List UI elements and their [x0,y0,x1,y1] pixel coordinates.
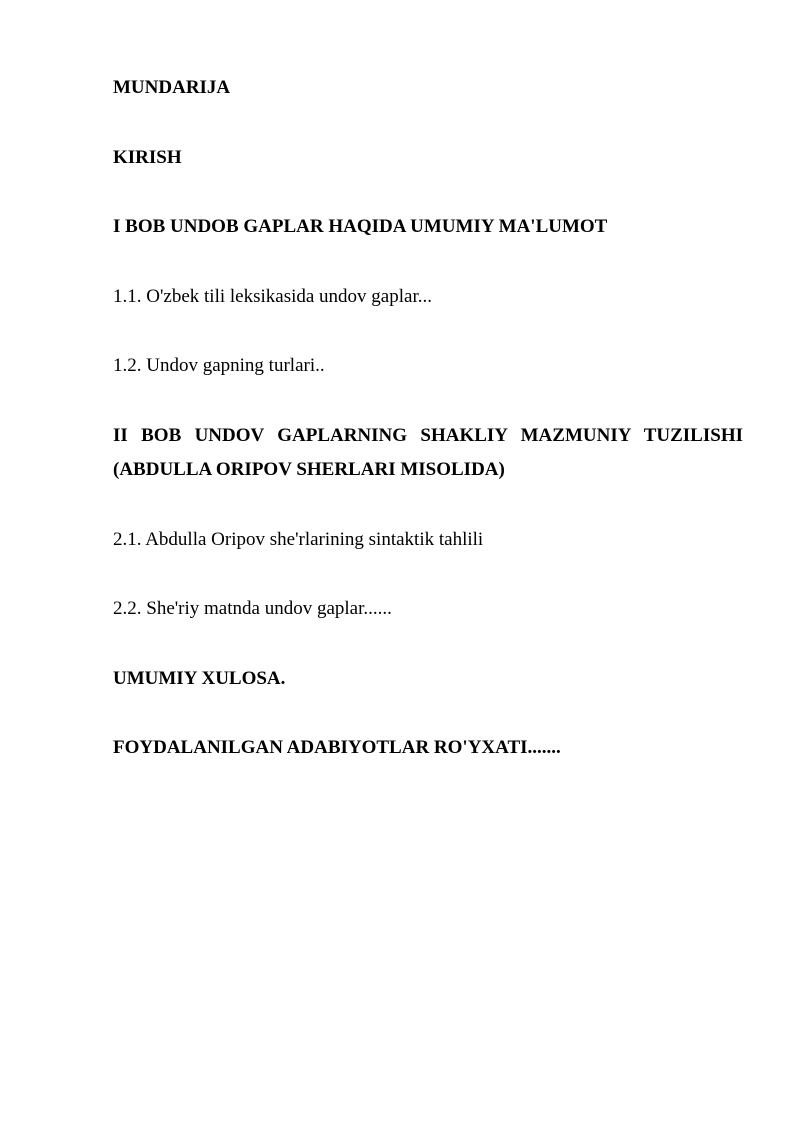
toc-entry-kirish: KIRISH [113,147,182,168]
toc-entry-chapter-1: I BOB UNDOB GAPLAR HAQIDA UMUMIY MA'LUMOT [113,216,608,237]
toc-entry-chapter-2-line-1: II BOB UNDOV GAPLARNING SHAKLIY MAZMUNIY TUZILISHI [113,425,743,446]
toc-entry-section-2-2: 2.2. She'riy matnda undov gaplar...... [113,598,392,619]
toc-entry-chapter-2-line-2: (ABDULLA ORIPOV SHERLARI MISOLIDA) [113,459,505,480]
toc-entry-conclusion: UMUMIY XULOSA. [113,668,286,689]
toc-entry-section-1-1: 1.1. O'zbek tili leksikasida undov gaplar... [113,286,432,307]
toc-entry-bibliography: FOYDALANILGAN ADABIYOTLAR RO'YXATI....... [113,737,561,758]
toc-entry-section-2-1: 2.1. Abdulla Oripov she'rlarining sintaktik tahlili [113,529,484,550]
toc-title: MUNDARIJA [113,77,231,98]
toc-entry-chapter-2 [113,419,743,487]
toc-entry-section-1-2: 1.2. Undov gapning turlari.. [113,355,325,376]
